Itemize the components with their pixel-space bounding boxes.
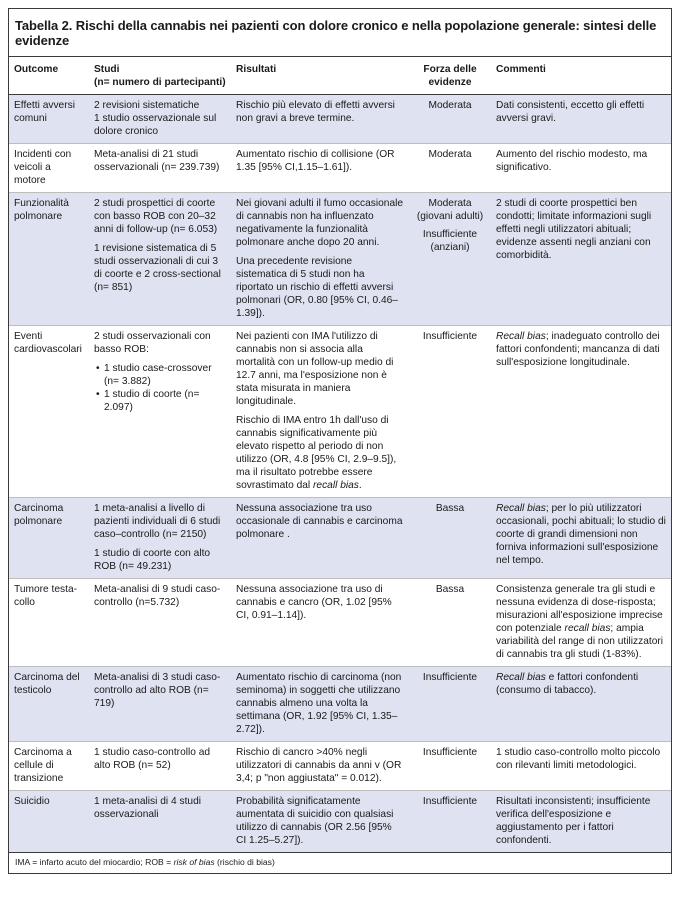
- forza-value: Bassa: [435, 503, 465, 514]
- forza-value: Moderata: [428, 149, 472, 160]
- risultati-paragraph: [236, 148, 404, 174]
- cell-studi: [89, 193, 231, 326]
- cell-risultati: [231, 667, 409, 742]
- commenti-text: 2 studi di coorte prospettici ben condotti; limitate informazioni sugli effetti negli utilizzatori abituali; evidenze assenti negli anziani con comorbidità.: [496, 198, 652, 261]
- forza-value: Insufficiente: [422, 672, 478, 683]
- studi-list-item: • 1 studio di coorte (n= 2.097): [104, 388, 226, 414]
- studi-paragraph: 2 studi prospettici di coorte con basso ROB con 20–32 anni di follow-up (n= 6.053): [94, 198, 218, 235]
- risultati-paragraph: [236, 255, 404, 320]
- cell-forza: [409, 791, 491, 853]
- cell-studi: [89, 791, 231, 853]
- cell-risultati: [231, 742, 409, 791]
- studi-paragraph: 2 studi osservazionali con basso ROB:: [94, 331, 211, 355]
- risultati-text: Rischio di cancro >40% negli utilizzatori di cannabis da anni v (OR 3,4; p "non aggiustata" = 0.012).: [236, 747, 402, 784]
- studi-paragraph: 1 meta-analisi a livello di pazienti individuali di 6 studi caso–controllo (n= 2150): [94, 503, 221, 540]
- footnote-post: (rischio di bias): [214, 857, 275, 867]
- commenti-text: ; inadeguato controllo dei fattori confondenti; mancanza di dati sull'esposizione longitudinale.: [496, 331, 660, 368]
- studi-paragraph: Meta-analisi di 21 studi osservazionali (n= 239.739): [94, 149, 220, 173]
- forza-value: Insufficiente: [422, 747, 478, 758]
- studi-list: [94, 362, 226, 414]
- cell-commenti: [491, 193, 671, 326]
- footnote-pre: IMA = infarto acuto del miocardio; ROB =: [15, 857, 174, 867]
- commenti-text: ; per lo più utilizzatori occasionali, pochi abituali; lo studio di coorte di grandi dimensioni non forniva informazioni sull'esposizione nel tempo.: [496, 503, 666, 566]
- risultati-text: Rischio di IMA entro 1h dall'uso di cannabis significativamente più elevato rispetto al periodo di non utilizzo (OR, 4.8 [95% CI, 2.9–9.5]), ma il risultato potrebbe essere sovrastimato dal: [236, 415, 397, 491]
- forza-value: Insufficiente: [422, 796, 478, 807]
- studi-paragraph: 1 meta-analisi di 4 studi osservazionali: [94, 796, 202, 820]
- table-footnote: [9, 852, 671, 873]
- table-row: [9, 667, 671, 742]
- risultati-paragraph: [236, 197, 404, 249]
- risultati-text: Probabilità significatamente aumentata di suicidio con qualsiasi utilizzo di cannabis (OR 2.56 [95% CI 1.25–5.27]).: [236, 796, 394, 846]
- cell-outcome: Carcinoma a cellule di transizione: [9, 742, 89, 791]
- forza-value-2: Insufficiente (anziani): [422, 229, 478, 253]
- cell-risultati: [231, 498, 409, 579]
- commenti-text: e fattori confondenti (consumo di tabacco).: [496, 672, 639, 696]
- risultati-paragraph: [236, 330, 404, 408]
- commenti-text: ; ampia variabilità del range di non utilizzatori di cannabis tra gli studi (1-83%).: [496, 623, 664, 660]
- table-title: Tabella 2. Rischi della cannabis nei pazienti con dolore cronico e nella popolazione generale: sintesi delle evidenze: [9, 9, 671, 57]
- cell-risultati: [231, 791, 409, 853]
- commenti-em: Recall bias: [496, 672, 546, 683]
- cell-studi: [89, 326, 231, 498]
- risultati-paragraph: [236, 671, 404, 736]
- footnote-em: risk of bias: [173, 857, 215, 867]
- header-commenti: Commenti: [491, 57, 671, 95]
- risultati-text: Rischio più elevato di effetti avversi non gravi a breve termine.: [236, 100, 395, 124]
- cell-forza: [409, 579, 491, 667]
- risultati-text: Aumentato rischio di carcinoma (non seminoma) in soggetti che utilizzano cannabis almeno una volta la settimana (OR, 1.92 [95% CI, 1.35–2.72]).: [236, 672, 402, 735]
- cell-commenti: [491, 579, 671, 667]
- commenti-em: recall bias: [564, 623, 611, 634]
- risultati-text: Una precedente revisione sistematica di 5 studi non ha riportato un rischio di effetti avversi polmonari (OR, 0.80 [95% CI, 0.46–1.39]).: [236, 256, 398, 319]
- studi-paragraph: 1 revisione sistematica di 5 studi osservazionali di cui 3 di coorte e 2 cross-sectional (n= 851): [94, 243, 221, 293]
- header-studi-line2: (n= numero di partecipanti): [94, 77, 226, 88]
- commenti-pre: Consistenza generale tra gli studi e nessuna evidenza di dose-risposta; misurazioni all'esposizione imprecise con potenziale: [496, 584, 663, 634]
- risultati-paragraph: [236, 746, 404, 785]
- risultati-paragraph: Rischio di IMA entro 1h dall'uso di cannabis significativamente più elevato rispetto al periodo di non utilizzo (OR, 4.8 [95% CI, 2.9–9.5]), ma il risultato potrebbe essere sovrastimato dal recall bias.: [236, 415, 397, 491]
- studi-paragraph: 2 revisioni sistematiche 1 studio osservazionale sul dolore cronico: [94, 100, 217, 137]
- cell-studi: [89, 742, 231, 791]
- risultati-text: Nei pazienti con IMA l'utilizzo di cannabis non si associa alla mortalità con un follow-up medio di 12.7 anni, ma l'esposizione non è stata misurata in maniera longitudinale.: [236, 331, 394, 407]
- risultati-paragraph: [236, 502, 404, 541]
- cell-commenti: [491, 95, 671, 144]
- table-body: [9, 95, 671, 853]
- commenti-em: Recall bias: [496, 331, 546, 342]
- risultati-paragraph: [236, 583, 404, 622]
- cell-outcome: Incidenti con veicoli a motore: [9, 144, 89, 193]
- table-row: [9, 95, 671, 144]
- cell-outcome: Tumore testa-collo: [9, 579, 89, 667]
- header-outcome: Outcome: [9, 57, 89, 95]
- cell-forza: [409, 498, 491, 579]
- forza-value: Moderata (giovani adulti): [416, 198, 484, 222]
- table-row: [9, 791, 671, 853]
- cell-commenti: [491, 791, 671, 853]
- evidence-table-frame: [8, 8, 672, 874]
- cell-studi: [89, 95, 231, 144]
- cell-forza: [409, 144, 491, 193]
- cell-risultati: [231, 326, 409, 498]
- cell-forza: [409, 193, 491, 326]
- header-risultati: Risultati: [231, 57, 409, 95]
- header-studi-line1: Studi: [94, 64, 120, 75]
- cell-forza: [409, 95, 491, 144]
- commenti-em: Recall bias: [496, 503, 546, 514]
- risultati-text: Nei giovani adulti il fumo occasionale di cannabis non ha influenzato negativamente la funzionalità polmonare anche dopo 20 anni.: [236, 198, 404, 248]
- forza-value: Moderata: [428, 100, 472, 111]
- header-forza-line1: Forza delle: [423, 64, 477, 75]
- commenti-text: Dati consistenti, eccetto gli effetti avversi gravi.: [496, 100, 645, 124]
- header-forza: [409, 57, 491, 95]
- cell-outcome: Eventi cardiovascolari: [9, 326, 89, 498]
- cell-studi: [89, 498, 231, 579]
- studi-paragraph: Meta-analisi di 3 studi caso-controllo ad alto ROB (n= 719): [94, 672, 221, 709]
- risultati-text: Nessuna associazione tra uso di cannabis e cancro (OR, 1.02 [95% CI, 0.91–1.14]).: [236, 584, 392, 621]
- forza-value: Insufficiente: [422, 331, 478, 342]
- cell-outcome: Funzionalità polmonare: [9, 193, 89, 326]
- table-row: [9, 579, 671, 667]
- cell-commenti: [491, 667, 671, 742]
- risultati-text: Aumentato rischio di collisione (OR 1.35 [95% CI,1.15–1.61]).: [236, 149, 395, 173]
- cell-risultati: [231, 193, 409, 326]
- cell-outcome: Carcinoma del testicolo: [9, 667, 89, 742]
- cell-commenti: [491, 742, 671, 791]
- evidence-table: [9, 57, 671, 852]
- cell-risultati: [231, 579, 409, 667]
- cell-commenti: [491, 144, 671, 193]
- header-forza-line2: evidenze: [428, 77, 472, 88]
- cell-commenti: [491, 326, 671, 498]
- studi-list-item: • 1 studio case-crossover (n= 3.882): [104, 362, 226, 388]
- table-row: [9, 742, 671, 791]
- cell-forza: [409, 742, 491, 791]
- risultati-text: Nessuna associazione tra uso occasionale di cannabis e carcinoma polmonare .: [236, 503, 403, 540]
- cell-outcome: Carcinoma polmonare: [9, 498, 89, 579]
- commenti-text: Aumento del rischio modesto, ma significativo.: [496, 149, 648, 173]
- studi-paragraph: Meta-analisi di 9 studi caso-controllo (n=5.732): [94, 584, 221, 608]
- cell-studi: [89, 579, 231, 667]
- cell-commenti: [491, 498, 671, 579]
- risultati-em: recall bias: [313, 480, 359, 491]
- cell-forza: [409, 326, 491, 498]
- studi-paragraph: 1 studio caso-controllo ad alto ROB (n= 52): [94, 747, 211, 771]
- forza-value: Bassa: [435, 584, 465, 595]
- cell-risultati: [231, 95, 409, 144]
- risultati-paragraph: [236, 99, 404, 125]
- cell-forza: [409, 667, 491, 742]
- cell-outcome: Effetti avversi comuni: [9, 95, 89, 144]
- table-row: [9, 144, 671, 193]
- cell-studi: [89, 667, 231, 742]
- cell-outcome: Suicidio: [9, 791, 89, 853]
- studi-paragraph: 1 studio di coorte con alto ROB (n= 49.231): [94, 548, 211, 572]
- cell-studi: [89, 144, 231, 193]
- risultati-paragraph: [236, 795, 404, 847]
- commenti-text: 1 studio caso-controllo molto piccolo con rilevanti limiti metodologici.: [496, 747, 661, 771]
- table-row: [9, 193, 671, 326]
- table-header-row: [9, 57, 671, 95]
- header-studi: [89, 57, 231, 95]
- table-row: [9, 326, 671, 498]
- table-row: [9, 498, 671, 579]
- commenti-text: Risultati inconsistenti; insufficiente verifica dell'esposizione e aggiustamento per i fattori confondenti.: [496, 796, 651, 846]
- cell-risultati: [231, 144, 409, 193]
